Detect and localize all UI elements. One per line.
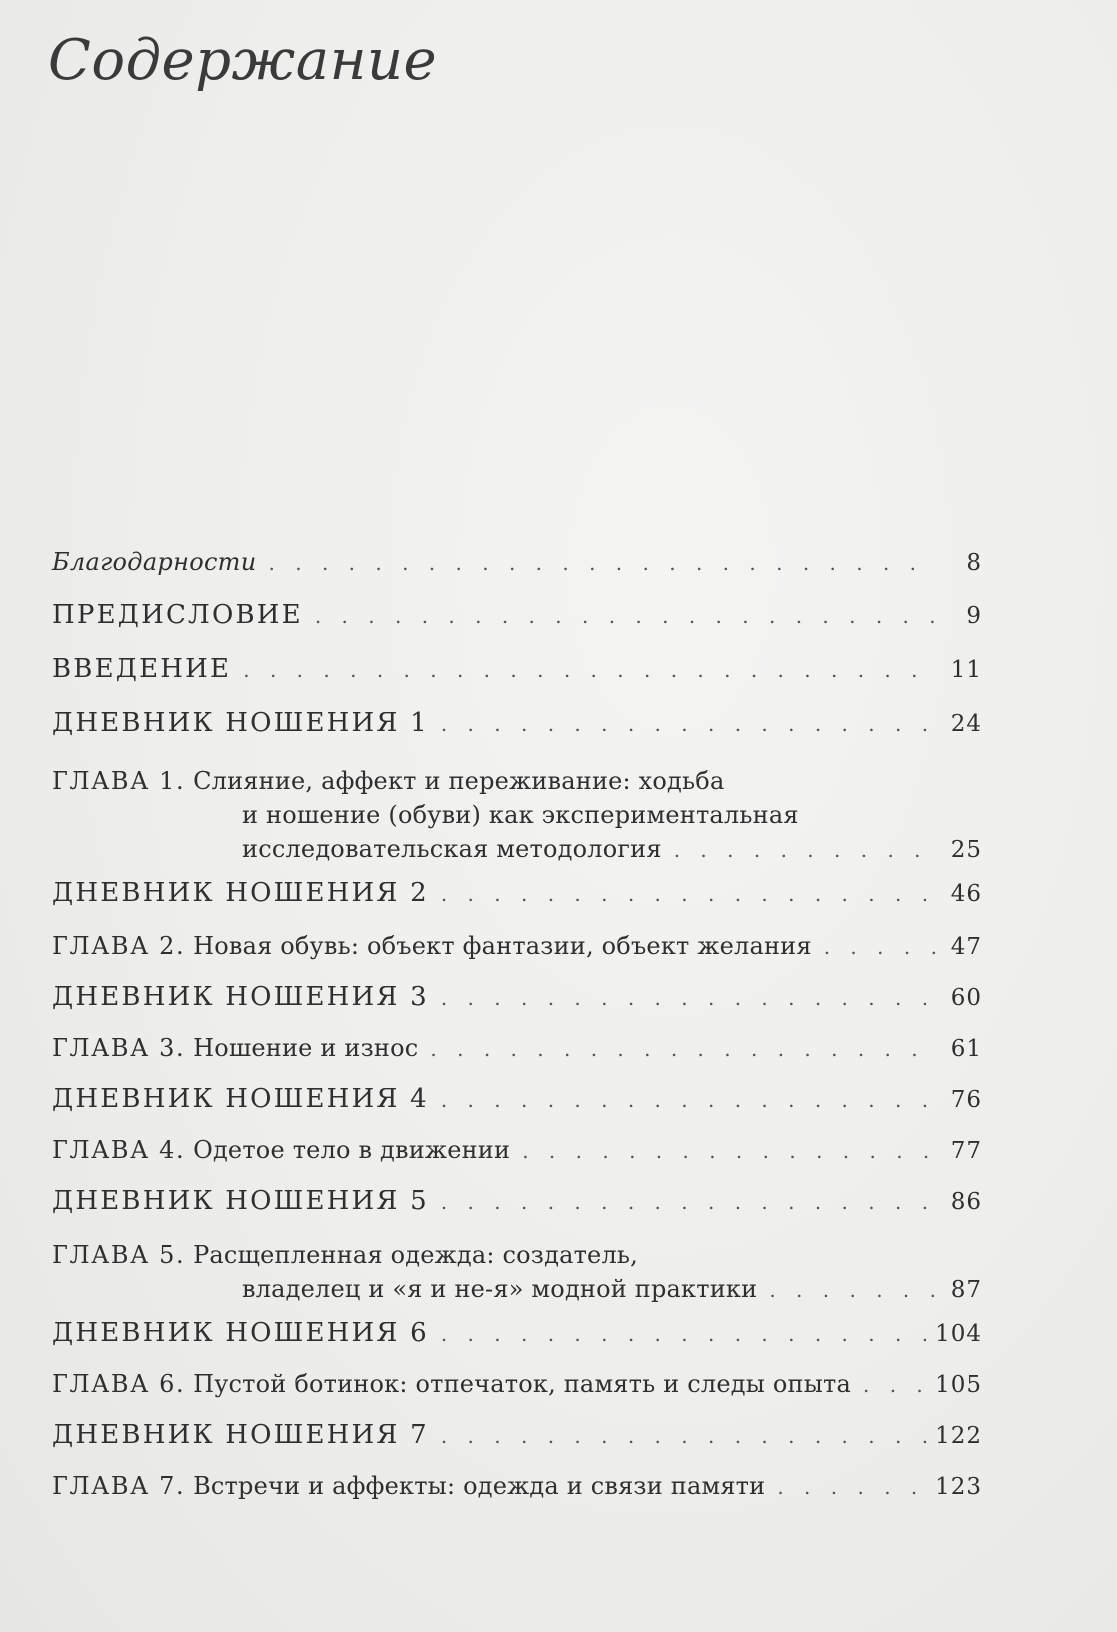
toc-entry-label: Благодарности bbox=[52, 548, 257, 576]
chapter-prefix: ГЛАВА 1. bbox=[52, 767, 186, 795]
leader-dots bbox=[522, 1139, 936, 1163]
leader-dots bbox=[441, 882, 936, 906]
toc-entry-chapter-7[interactable] bbox=[52, 1472, 982, 1500]
toc-entry-chapter-3[interactable] bbox=[52, 1034, 982, 1062]
toc-entry-label: ПРЕДИСЛОВИЕ bbox=[52, 600, 303, 630]
toc-entry-label: ДНЕВНИК НОШЕНИЯ 3 bbox=[52, 982, 429, 1012]
toc-page-number: 77 bbox=[950, 1138, 982, 1164]
chapter-title-line: исследовательская методология bbox=[242, 835, 662, 863]
toc-entry-label: ДНЕВНИК НОШЕНИЯ 7 bbox=[52, 1420, 429, 1450]
chapter-title-line: владелец и «я и не-я» модной практики bbox=[242, 1275, 758, 1303]
toc-entry-diary-7[interactable] bbox=[52, 1420, 982, 1450]
toc-entry-label: ДНЕВНИК НОШЕНИЯ 5 bbox=[52, 1186, 429, 1216]
leader-dots bbox=[441, 1088, 936, 1112]
toc-entry-label: ДНЕВНИК НОШЕНИЯ 1 bbox=[52, 708, 429, 738]
toc-page-number: 25 bbox=[950, 837, 982, 863]
toc-page-number: 105 bbox=[935, 1372, 982, 1398]
toc-entry-diary-2[interactable] bbox=[52, 878, 982, 908]
toc-entry-diary-3[interactable] bbox=[52, 982, 982, 1012]
chapter-title-line: Слияние, аффект и переживание: ходьба bbox=[193, 767, 725, 795]
chapter-title-line: Встречи и аффекты: одежда и связи памяти bbox=[193, 1472, 766, 1500]
toc-entry-label: ВВЕДЕНИЕ bbox=[52, 654, 232, 684]
toc-entry-diary-1[interactable] bbox=[52, 708, 982, 738]
leader-dots bbox=[441, 1322, 929, 1346]
chapter-title-line: Расщепленная одежда: создатель, bbox=[193, 1241, 639, 1269]
chapter-prefix: ГЛАВА 5. bbox=[52, 1241, 186, 1269]
leader-dots bbox=[824, 935, 936, 959]
toc-page-number: 11 bbox=[950, 657, 982, 683]
page-title: Содержание bbox=[48, 28, 438, 93]
chapter-title-line: Одетое тело в движении bbox=[193, 1136, 511, 1164]
chapter-prefix: ГЛАВА 2. bbox=[52, 932, 186, 960]
chapter-prefix: ГЛАВА 7. bbox=[52, 1472, 186, 1500]
toc-entry-label: ДНЕВНИК НОШЕНИЯ 2 bbox=[52, 878, 429, 908]
toc-page-number: 87 bbox=[950, 1277, 982, 1303]
toc-page-number: 123 bbox=[935, 1474, 982, 1500]
leader-dots bbox=[441, 986, 936, 1010]
toc-entry-chapter-2[interactable] bbox=[52, 932, 982, 960]
toc-entry-diary-5[interactable] bbox=[52, 1186, 982, 1216]
toc-entry-chapter-5[interactable] bbox=[52, 1238, 982, 1307]
leader-dots bbox=[441, 1424, 929, 1448]
toc-entry-label: ДНЕВНИК НОШЕНИЯ 6 bbox=[52, 1318, 429, 1348]
leader-dots bbox=[315, 604, 936, 628]
leader-dots bbox=[769, 1273, 936, 1307]
toc-entry-chapter-6[interactable] bbox=[52, 1370, 982, 1398]
leader-dots bbox=[777, 1475, 929, 1499]
chapter-title-line: и ношение (обуви) как экспериментальная bbox=[242, 801, 799, 829]
leader-dots bbox=[863, 1373, 929, 1397]
chapter-prefix: ГЛАВА 6. bbox=[52, 1370, 186, 1398]
toc-page-number: 47 bbox=[950, 934, 982, 960]
toc-page-number: 86 bbox=[950, 1189, 982, 1215]
toc-entry-chapter-4[interactable] bbox=[52, 1136, 982, 1164]
toc-entry-label: ДНЕВНИК НОШЕНИЯ 4 bbox=[52, 1084, 429, 1114]
toc-page-number: 61 bbox=[950, 1036, 982, 1062]
leader-dots bbox=[674, 833, 936, 867]
toc-page-number: 122 bbox=[935, 1423, 982, 1449]
toc-entry-chapter-1[interactable] bbox=[52, 764, 982, 867]
chapter-title-line: Ношение и износ bbox=[193, 1034, 419, 1062]
toc-page-number: 60 bbox=[950, 985, 982, 1011]
chapter-prefix: ГЛАВА 3. bbox=[52, 1034, 186, 1062]
toc-page-number: 8 bbox=[966, 550, 982, 576]
leader-dots bbox=[441, 712, 936, 736]
toc-page-number: 9 bbox=[966, 603, 982, 629]
toc-page-number: 46 bbox=[950, 881, 982, 907]
leader-dots bbox=[269, 551, 936, 575]
toc-entry-introduction[interactable] bbox=[52, 654, 982, 684]
toc-entry-preface[interactable] bbox=[52, 600, 982, 630]
toc-entry-acknowledgements[interactable] bbox=[52, 548, 982, 576]
leader-dots bbox=[441, 1190, 936, 1214]
chapter-title-line: Новая обувь: объект фантазии, объект желания bbox=[193, 932, 812, 960]
toc-entry-diary-6[interactable] bbox=[52, 1318, 982, 1348]
toc-page-number: 104 bbox=[935, 1321, 982, 1347]
chapter-prefix: ГЛАВА 4. bbox=[52, 1136, 186, 1164]
chapter-title-line: Пустой ботинок: отпечаток, память и следы опыта bbox=[193, 1370, 851, 1398]
toc-page-number: 76 bbox=[950, 1087, 982, 1113]
leader-dots bbox=[430, 1037, 936, 1061]
toc-entry-diary-4[interactable] bbox=[52, 1084, 982, 1114]
leader-dots bbox=[243, 658, 936, 682]
toc-page-number: 24 bbox=[950, 711, 982, 737]
